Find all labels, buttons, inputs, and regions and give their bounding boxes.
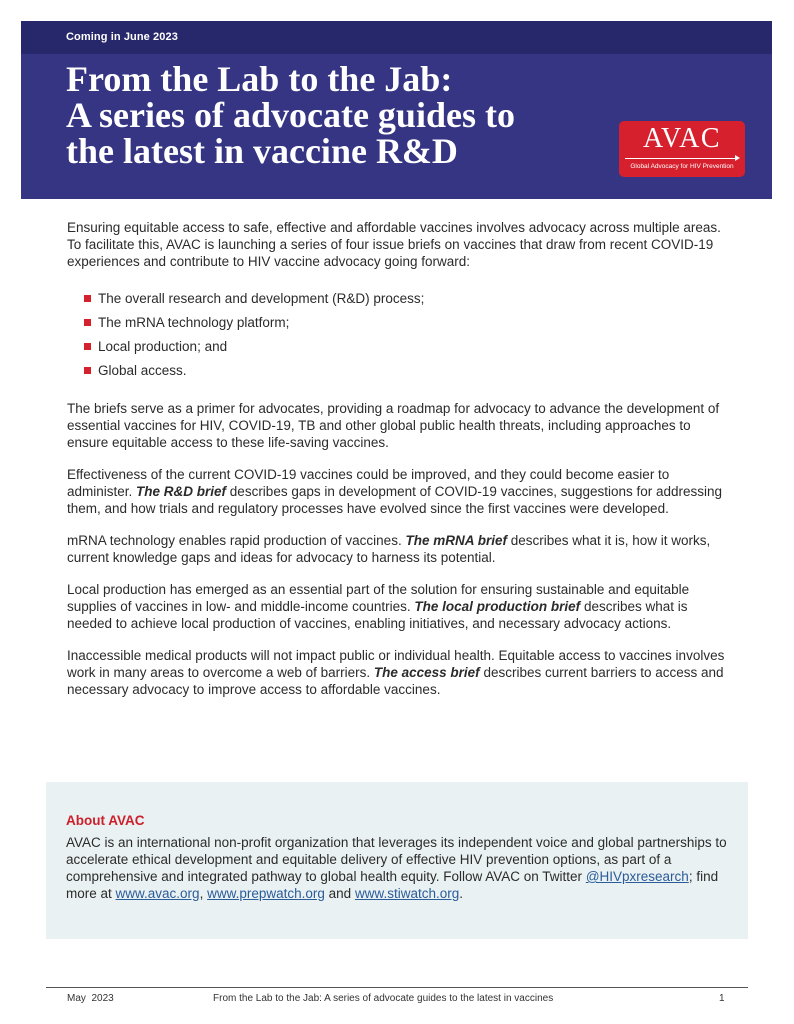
red-square-bullet-icon: [84, 343, 91, 350]
red-square-bullet-icon: [84, 367, 91, 374]
list-item-label: Local production; and: [98, 339, 228, 354]
avac-logo: [619, 121, 745, 177]
local-production-emphasis: The local production brief: [414, 599, 581, 614]
list-item: [67, 311, 731, 335]
red-square-bullet-icon: [84, 295, 91, 302]
title-line: From the Lab to the Jab:: [66, 59, 453, 99]
rd-brief-emphasis: The R&D brief: [136, 484, 227, 499]
access-brief-emphasis: The access brief: [373, 665, 480, 680]
prepwatch-link[interactable]: www.prepwatch.org: [207, 886, 325, 901]
page-title: [66, 61, 606, 169]
list-item-label: The mRNA technology platform;: [98, 315, 290, 330]
eyebrow-bar: [21, 21, 772, 54]
paragraph-text: describes current barriers to access and necessary advocacy to improve access to affordable vaccines.: [67, 665, 724, 697]
paragraph-text: Effectiveness of the current COVID-19 vaccines could be improved, and they could become easier to administer.: [67, 467, 670, 499]
list-item: [67, 359, 731, 383]
red-square-bullet-icon: [84, 319, 91, 326]
primer-paragraph: The briefs serve as a primer for advocates, providing a roadmap for advocacy to advance the development of essential vaccines for HIV, COVID-19, TB and other global public health threats, including approaches to ensure equitable access to these life-saving vaccines.: [67, 401, 720, 450]
about-connector: ; find more at: [66, 869, 719, 901]
about-body-text: AVAC is an international non-profit organization that leverages its independent voice and global partnerships to accelerate ethical development and equitable delivery of effective HIV prevention options, as part of a comprehensive and integrated pathway to global health equity. Follow AVAC on Twitter: [66, 835, 727, 884]
mrna-brief-paragraph: [67, 532, 731, 566]
paragraph-text: Inaccessible medical products will not impact public or individual health. Equitable access to vaccines involves work in many areas to overcome a web of barriers.: [67, 648, 725, 680]
logo-tagline: Global Advocacy for HIV Prevention: [630, 163, 734, 170]
logo-underline: [625, 158, 737, 159]
paragraph-text: describes what it is, how it works, current knowledge gaps and ideas for advocacy to harness its potential.: [67, 533, 711, 565]
avac-link[interactable]: www.avac.org: [115, 886, 200, 901]
rd-brief-paragraph: [67, 466, 731, 517]
about-heading: About AVAC: [66, 813, 145, 828]
header-banner: [21, 21, 772, 199]
list-item-label: The overall research and development (R&D) process;: [98, 291, 425, 306]
about-text: [66, 834, 728, 902]
main-content: [67, 219, 731, 698]
access-brief-paragraph: [67, 647, 731, 698]
mrna-brief-emphasis: The mRNA brief: [405, 533, 507, 548]
about-box: [46, 782, 748, 939]
intro-paragraph: Ensuring equitable access to safe, effective and affordable vaccines involves advocacy across multiple areas. To facilitate this, AVAC is launching a series of four issue briefs on vaccines that draw from recent COVID-19 experiences and contribute to HIV vaccine advocacy going forward:: [67, 220, 721, 269]
about-connector: ,: [199, 886, 208, 901]
paragraph-text: describes what is needed to achieve local production of vaccines, enabling initiatives, and necessary advocacy actions.: [67, 599, 688, 631]
paragraph-text: Local production has emerged as an essential part of the solution for ensuring sustainable and equitable supplies of vaccines in low- and middle-income countries.: [67, 582, 690, 614]
page-number: 1: [719, 993, 725, 1004]
brief-list: [67, 287, 731, 383]
list-item: [67, 335, 731, 359]
eyebrow-text: Coming in June 2023: [66, 31, 178, 43]
list-item: [67, 287, 731, 311]
logo-wordmark: AVAC: [642, 123, 722, 154]
logo-arrow-icon: [735, 155, 740, 161]
paragraph-text: describes gaps in development of COVID-19 vaccines, suggestions for addressing them, and how trials and regulatory processes have evolved since the first vaccines were developed.: [67, 484, 723, 516]
title-line: the latest in vaccine R&D: [66, 131, 458, 171]
stiwatch-link[interactable]: www.stiwatch.org: [354, 886, 460, 901]
about-connector: and: [324, 886, 355, 901]
twitter-link[interactable]: @HIVpxresearch: [585, 869, 689, 884]
title-line: A series of advocate guides to: [66, 95, 515, 135]
footer-date: May 2023: [67, 993, 114, 1004]
footer-title: From the Lab to the Jab: A series of advocate guides to the latest in vaccines: [213, 993, 554, 1004]
list-item-label: Global access.: [98, 363, 187, 378]
about-connector: .: [459, 886, 463, 901]
local-production-paragraph: [67, 581, 731, 632]
footer-divider: [46, 987, 748, 988]
paragraph-text: mRNA technology enables rapid production of vaccines.: [67, 533, 406, 548]
